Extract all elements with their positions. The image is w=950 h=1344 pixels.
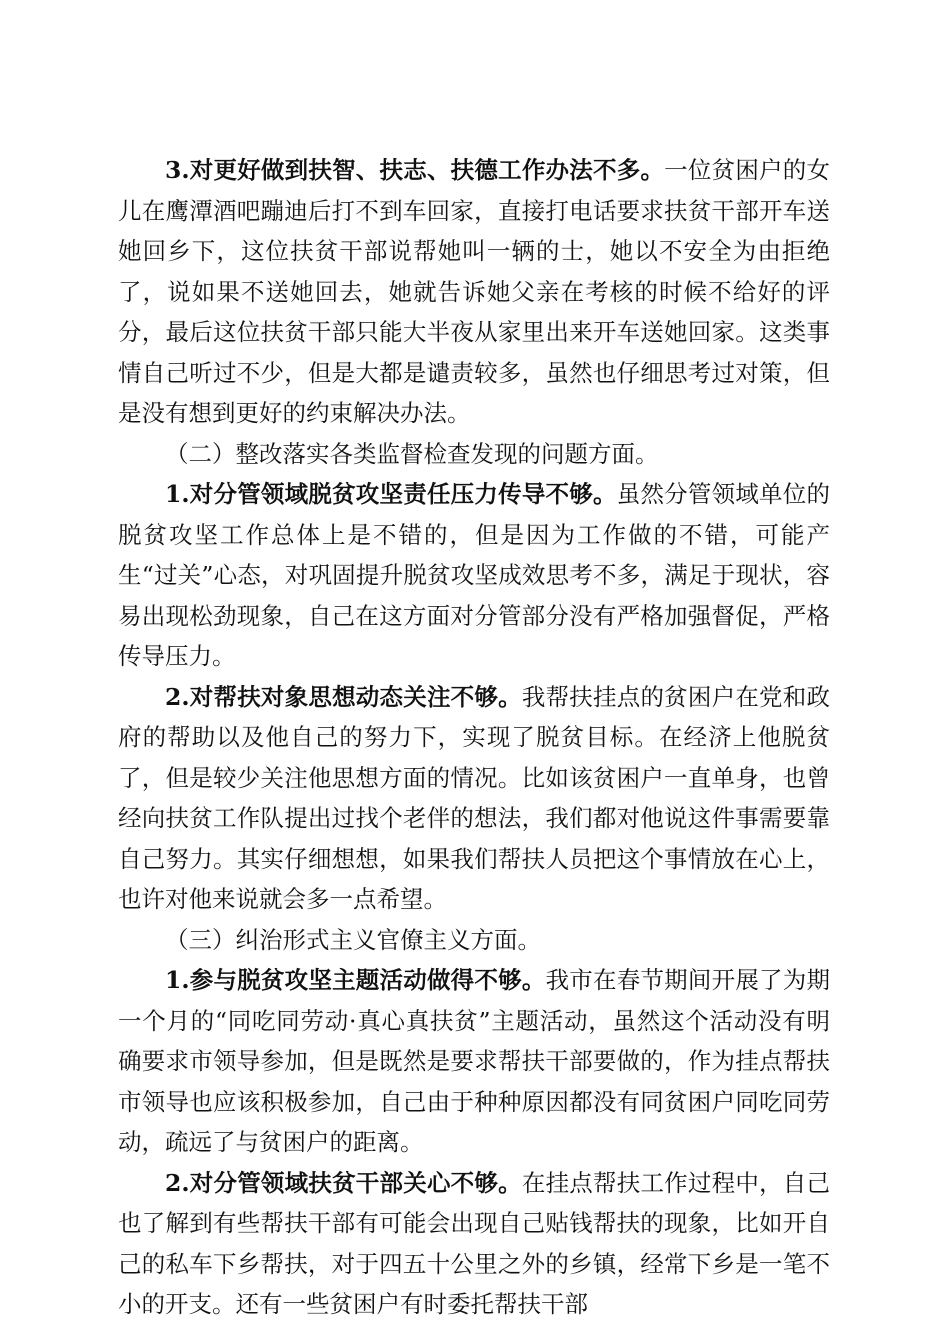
paragraph-lead: 3.对更好做到扶智、扶志、扶德工作办法不多。 [165,156,665,184]
paragraph-body: 我市在春节期间开展了为期一个月的“同吃同劳动·真心真扶贫”主题活动，虽然这个活动没有明确要求市领导参加，但是既然是要求帮扶干部要做的，作为挂点帮扶市领导也应该积极参加，自己由于种种原因都没有同贫困户同吃同劳动，疏远了与贫困户的距离。 [118,966,830,1156]
paragraph-body: 虽然分管领域单位的脱贫攻坚工作总体上是不错的，但是因为工作做的不错，可能产生“过关”心态，对巩固提升脱贫攻坚成效思考不多，满足于现状，容易出现松劲现象，自己在这方面对分管部分没有严格加强督促，严格传导压力。 [118,480,830,670]
paragraph-lead: 1.参与脱贫攻坚主题活动做得不够。 [165,966,546,994]
section-heading-3: （三）纠治形式主义官僚主义方面。 [165,925,541,954]
paragraph-lead: 2.对帮扶对象思想动态关注不够。 [165,682,522,711]
paragraph-3-2-care [118,1163,830,1325]
paragraph-2-2-attention [118,677,830,920]
paragraph-body: 在挂点帮扶工作过程中，自己也了解到有些帮扶干部有可能会出现自己贴钱帮扶的现象，比如开自己的私车下乡帮扶，对于四五十公里之外的乡镇，经常下乡是一笔不小的开支。还有一些贫困户有时委托帮扶干部 [118,1168,830,1318]
paragraph-lead: 1.对分管领域脱贫攻坚责任压力传导不够。 [165,480,617,508]
paragraph-body: 一位贫困户的女儿在鹰潭酒吧蹦迪后打不到车回家，直接打电话要求扶贫干部开车送她回乡下，这位扶贫干部说帮她叫一辆的士，她以不安全为由拒绝了，说如果不送她回去，她就告诉她父亲在考核的时候不给好的评分，最后这位扶贫干部只能大半夜从家里出来开车送她回家。这类事情自己听过不少，但是大都是谴责较多，虽然也仔细思考过对策，但是没有想到更好的约束解决办法。 [118,156,830,427]
section-heading-2: （二）整改落实各类监督检查发现的问题方面。 [165,439,659,468]
paragraph-3-1-activity [118,960,830,1163]
paragraph-3-methods [118,150,830,434]
document-page [118,150,830,1325]
paragraph-lead: 2.对分管领域扶贫干部关心不够。 [165,1168,522,1197]
paragraph-body: 我帮扶挂点的贫困户在党和政府的帮助以及他自己的努力下，实现了脱贫目标。在经济上他脱贫了，但是较少关注他思想方面的情况。比如该贫困户一直单身，也曾经向扶贫工作队提出过找个老伴的想法，我们都对他说这件事需要靠自己努力。其实仔细想想，如果我们帮扶人员把这个事情放在心上，也许对他来说就会多一点希望。 [118,682,830,913]
paragraph-2-1-pressure [118,474,830,677]
